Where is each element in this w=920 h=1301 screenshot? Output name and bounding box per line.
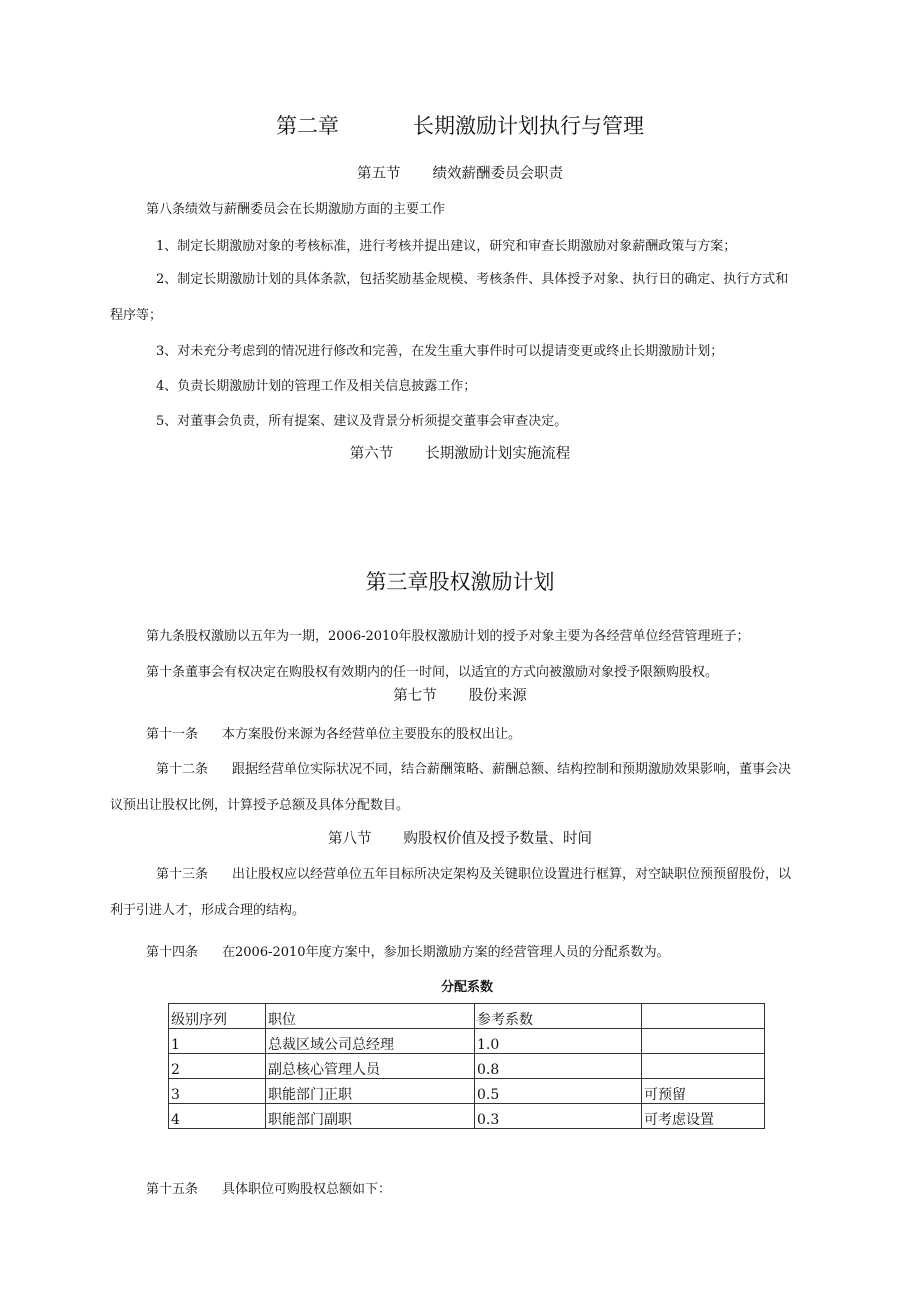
article-text: 出让股权应以经营单位五年目标所决定架构及关键职位设置进行框算，对空缺职位预预留股份，以利于引进人才，形成合理的结构。 [110, 867, 792, 918]
table-cell: 副总核心管理人员 [266, 1054, 475, 1079]
section-7-heading [0, 684, 920, 705]
duty-item-4: 4、负责长期激励计划的管理工作及相关信息披露工作； [156, 379, 477, 394]
allocation-table [168, 1003, 765, 1129]
section-8-heading [0, 827, 920, 848]
duty-item-2: 2、制定长期激励计划的具体条款，包括奖励基金规模、考核条件、具体授予对象、执行日的确定、执行方式和程序等； [110, 272, 789, 323]
article-8: 第八条绩效与薪酬委员会在长期激励方面的主要工作 [146, 202, 446, 217]
section-label: 第八节 [328, 831, 372, 847]
article-label: 第十三条 [156, 867, 209, 882]
article-text: 跟据经营单位实际状况不同，结合薪酬策略、薪酬总额、结构控制和预期激励效果影响，董事会决议预出让股权比例，计算授予总额及具体分配数目。 [110, 762, 792, 813]
table-header-cell [642, 1004, 765, 1029]
article-text: 在2006-2010年度方案中，参加长期激励方案的经营管理人员的分配系数为。 [222, 945, 670, 960]
table-cell: 0.3 [475, 1104, 642, 1129]
duty-item-3: 3、对未充分考虑到的情况进行修改和完善，在发生重大事件时可以提请变更或终止长期激励计划； [156, 344, 724, 359]
table-header-cell: 参考系数 [475, 1004, 642, 1029]
section-label: 第七节 [393, 688, 437, 704]
chapter-label: 第二章 [276, 114, 339, 138]
article-label: 第十五条 [146, 1182, 199, 1197]
section-title: 购股权价值及授予数量、时间 [403, 831, 592, 847]
article-15 [146, 1178, 391, 1197]
article-label: 第十一条 [146, 727, 199, 742]
section-label: 第五节 [357, 166, 401, 182]
section-6-heading [0, 442, 920, 463]
table-header-cell: 级别序列 [169, 1004, 266, 1029]
table-cell: 4 [169, 1104, 266, 1129]
article-10: 第十条董事会有权决定在购股权有效期内的任一时间，以适宜的方式向被激励对象授予限额购股权。 [146, 665, 719, 680]
table-cell [642, 1029, 765, 1054]
table-cell: 2 [169, 1054, 266, 1079]
article-11 [146, 723, 521, 742]
table-cell: 可预留 [642, 1079, 765, 1104]
chapter-title: 长期激励计划执行与管理 [413, 114, 644, 138]
chapter-2-heading [0, 110, 920, 140]
table-row [169, 1079, 765, 1104]
section-label: 第六节 [349, 446, 394, 462]
article-label: 第十四条 [146, 945, 199, 960]
article-label: 第十二条 [156, 762, 209, 777]
article-text: 本方案股份来源为各经营单位主要股东的股权出让。 [222, 727, 522, 742]
table-header-row [169, 1004, 765, 1029]
table-cell: 1 [169, 1029, 266, 1054]
article-14 [146, 941, 670, 960]
table-cell: 职能部门正职 [266, 1079, 475, 1104]
table-header-cell: 职位 [266, 1004, 475, 1029]
table-row [169, 1054, 765, 1079]
table-cell: 3 [169, 1079, 266, 1104]
table-cell: 0.8 [475, 1054, 642, 1079]
table-cell [642, 1054, 765, 1079]
table-title: 分配系数 [440, 980, 493, 995]
duty-item-5: 5、对董事会负责，所有提案、建议及背景分析须提交董事会审查决定。 [156, 414, 568, 429]
table-cell: 0.5 [475, 1079, 642, 1104]
section-title: 股份来源 [468, 688, 527, 704]
table-row [169, 1029, 765, 1054]
table-cell: 总裁区域公司总经理 [266, 1029, 475, 1054]
article-12 [110, 752, 800, 824]
section-5-heading [0, 162, 920, 183]
chapter-3-heading: 第三章股权激励计划 [365, 570, 555, 594]
article-13 [110, 857, 800, 929]
table-row [169, 1104, 765, 1129]
duty-item-1: 1、制定长期激励对象的考核标准，进行考核并提出建议，研究和审查长期激励对象薪酬政策与方案； [156, 239, 737, 254]
article-9: 第九条股权激励以五年为一期，2006-2010年股权激励计划的授予对象主要为各经营单位经营管理班子； [146, 629, 750, 644]
section-title: 长期激励计划实施流程 [425, 446, 571, 462]
table-cell: 职能部门副职 [266, 1104, 475, 1129]
table-cell: 1.0 [475, 1029, 642, 1054]
article-text: 具体职位可购股权总额如下： [222, 1182, 392, 1197]
section-title: 绩效薪酬委员会职责 [432, 166, 563, 182]
table-cell: 可考虑设置 [642, 1104, 765, 1129]
